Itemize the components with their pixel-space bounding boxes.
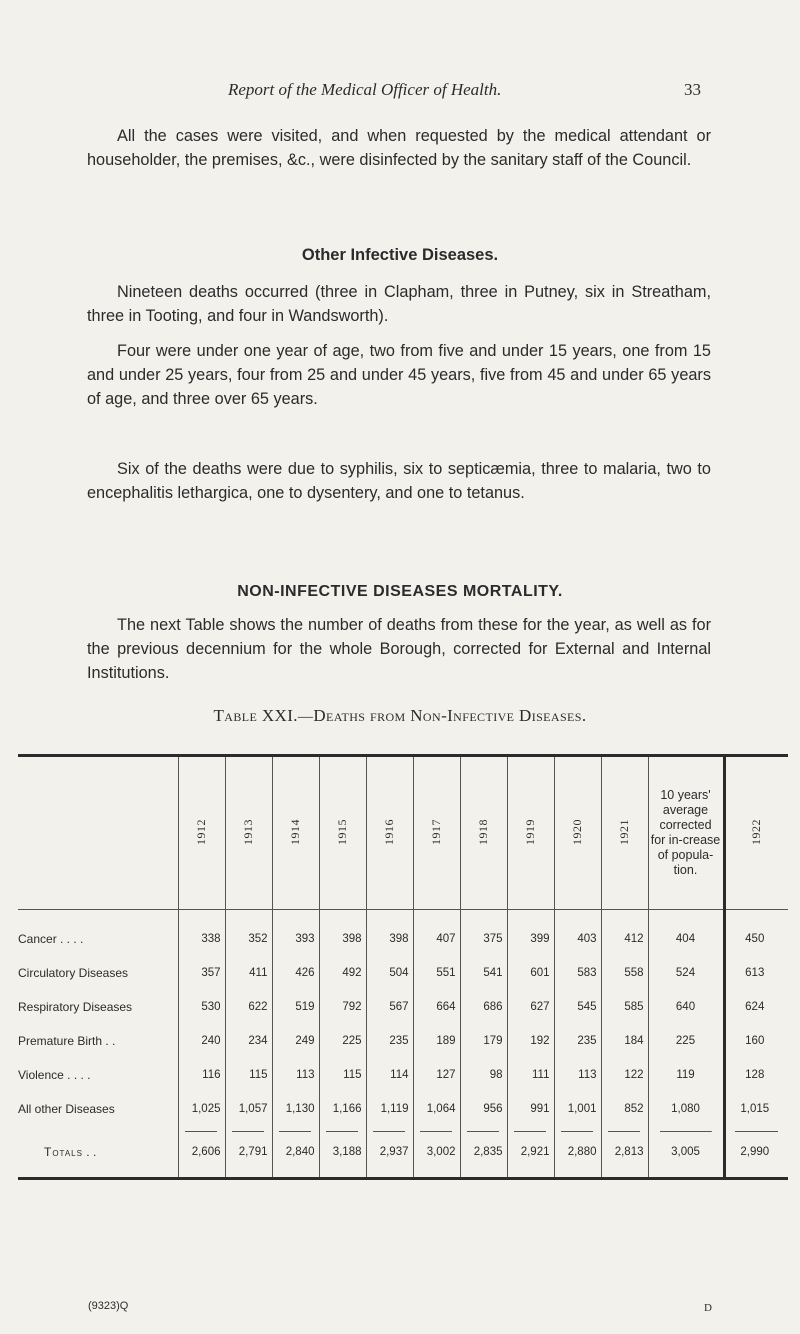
table-body: [18, 910, 788, 1179]
year-header: [225, 756, 272, 910]
totals-label: Totals: [44, 1145, 83, 1159]
other-infective-heading: Other Infective Diseases.: [301, 246, 499, 264]
year-header: [366, 756, 413, 910]
average-cell: 524: [648, 956, 724, 990]
table-cell: 113: [554, 1058, 601, 1092]
table-caption-title: Deaths from Non-Infective Diseases.: [313, 706, 587, 725]
average-header: 10 years' average corrected for in-crease of popula-tion.: [648, 756, 724, 910]
current-year-cell: 624: [724, 990, 788, 1024]
year-label: 1916: [382, 818, 396, 845]
table-cell: 407: [413, 910, 460, 957]
current-year-cell: 1,015: [724, 1092, 788, 1127]
table-cell: 113: [272, 1058, 319, 1092]
table-cell: 585: [601, 990, 648, 1024]
non-infective-paragraph: The next Table shows the number of deaths from these for the year, as well as for the previous decennium for the whole Borough, corrected for External and Internal Institutions.: [87, 616, 711, 682]
table-row: [18, 910, 788, 957]
totals-cell: 2,813: [601, 1127, 648, 1179]
table-cell: 393: [272, 910, 319, 957]
totals-cell: 2,880: [554, 1127, 601, 1179]
table-cell: 1,130: [272, 1092, 319, 1127]
year-header: [272, 756, 319, 910]
print-code: (9323)Q: [88, 1300, 129, 1312]
table-cell: 235: [366, 1024, 413, 1058]
table-cell: 127: [413, 1058, 460, 1092]
totals-cell: 3,188: [319, 1127, 366, 1179]
table-cell: 551: [413, 956, 460, 990]
row-label: All other Diseases: [18, 1102, 115, 1116]
totals-row: [18, 1127, 788, 1179]
table-cell: 115: [319, 1058, 366, 1092]
year-header: [507, 756, 554, 910]
table-cell: 426: [272, 956, 319, 990]
current-year-cell: 613: [724, 956, 788, 990]
totals-label-cell: [18, 1127, 178, 1179]
table-cell: 545: [554, 990, 601, 1024]
totals-leader: . .: [82, 1145, 97, 1159]
table-cell: 234: [225, 1024, 272, 1058]
other-infective-paragraph-3: Six of the deaths were due to syphilis, six to septicæmia, three to malaria, two to encephalitis lethargica, one to dysentery, and one to tetanus.: [87, 460, 711, 502]
year-header: [319, 756, 366, 910]
table-row: [18, 1092, 788, 1127]
table-cell: 225: [319, 1024, 366, 1058]
table-cell: 357: [178, 956, 225, 990]
table-cell: 111: [507, 1058, 554, 1092]
table-cell: 115: [225, 1058, 272, 1092]
year-header: [413, 756, 460, 910]
table-cell: 240: [178, 1024, 225, 1058]
year-header: [601, 756, 648, 910]
current-year-cell: 450: [724, 910, 788, 957]
table-cell: 852: [601, 1092, 648, 1127]
table-cell: 686: [460, 990, 507, 1024]
table-cell: 622: [225, 990, 272, 1024]
row-label: Premature Birth . .: [18, 1034, 116, 1048]
current-year-header: [724, 756, 788, 910]
table-cell: 116: [178, 1058, 225, 1092]
table-cell: 492: [319, 956, 366, 990]
current-year-cell: 128: [724, 1058, 788, 1092]
year-header: [460, 756, 507, 910]
table-cell: 189: [413, 1024, 460, 1058]
mortality-table: [18, 754, 788, 1180]
table-cell: 1,064: [413, 1092, 460, 1127]
table-cell: 664: [413, 990, 460, 1024]
table-cell: 411: [225, 956, 272, 990]
running-title: Report of the Medical Officer of Health.: [228, 80, 502, 99]
other-infective-paragraph-1: Nineteen deaths occurred (three in Clapham, three in Putney, six in Streatham, three in Tooting, and four in Wandsworth).: [87, 283, 711, 325]
table-header-row: [18, 756, 788, 910]
table-cell: 504: [366, 956, 413, 990]
table-row: [18, 1058, 788, 1092]
page-number: 33: [684, 80, 701, 99]
table-cell: 375: [460, 910, 507, 957]
year-label: 1912: [194, 818, 208, 845]
year-label: 1914: [288, 818, 302, 845]
table-cell: 184: [601, 1024, 648, 1058]
totals-cell: 2,937: [366, 1127, 413, 1179]
average-cell: 119: [648, 1058, 724, 1092]
intro-paragraph: All the cases were visited, and when requested by the medical attendant or householder, the premises, &c., were disinfected by the sanitary staff of the Council.: [87, 127, 711, 169]
totals-cell: 2,791: [225, 1127, 272, 1179]
table-cell: 399: [507, 910, 554, 957]
table-cell: 991: [507, 1092, 554, 1127]
row-label: Respiratory Diseases: [18, 1000, 133, 1014]
table-cell: 114: [366, 1058, 413, 1092]
current-year-cell: 160: [724, 1024, 788, 1058]
table-cell: 122: [601, 1058, 648, 1092]
table-row: [18, 956, 788, 990]
table-cell: 583: [554, 956, 601, 990]
table-cell: 1,119: [366, 1092, 413, 1127]
year-header: [178, 756, 225, 910]
year-label: 1920: [570, 818, 584, 845]
year-label: 1918: [476, 818, 490, 845]
table-cell: 192: [507, 1024, 554, 1058]
row-label: Circulatory Diseases: [18, 966, 129, 980]
table-cell: 352: [225, 910, 272, 957]
table-cell: 338: [178, 910, 225, 957]
totals-cell: 3,002: [413, 1127, 460, 1179]
totals-average-cell: 3,005: [648, 1127, 724, 1179]
table-cell: 412: [601, 910, 648, 957]
table-cell: 1,025: [178, 1092, 225, 1127]
table-cell: 519: [272, 990, 319, 1024]
year-label: 1917: [429, 818, 443, 845]
average-cell: 404: [648, 910, 724, 957]
other-infective-paragraph-2: Four were under one year of age, two from five and under 15 years, one from 15 and under 25 years, four from 25 and under 45 years, five from 45 and under 65 years of age, and three over 65 years.: [87, 342, 711, 408]
year-label: 1915: [335, 818, 349, 845]
table-cell: 398: [319, 910, 366, 957]
current-year-label: 1922: [749, 818, 764, 845]
table-cell: 530: [178, 990, 225, 1024]
table-caption-dash: —: [297, 709, 314, 725]
year-header: [554, 756, 601, 910]
table-cell: 179: [460, 1024, 507, 1058]
table-cell: 558: [601, 956, 648, 990]
table-cell: 235: [554, 1024, 601, 1058]
totals-cell: 2,606: [178, 1127, 225, 1179]
totals-cell: 2,921: [507, 1127, 554, 1179]
totals-current-cell: 2,990: [724, 1127, 788, 1179]
table-cell: 1,166: [319, 1092, 366, 1127]
table-row: [18, 1024, 788, 1058]
signature-mark: D: [704, 1302, 712, 1314]
table-cell: 792: [319, 990, 366, 1024]
totals-cell: 2,840: [272, 1127, 319, 1179]
table-cell: 1,057: [225, 1092, 272, 1127]
table-cell: 1,001: [554, 1092, 601, 1127]
row-label: Cancer . . . .: [18, 932, 84, 946]
table-row: [18, 990, 788, 1024]
table-cell: 541: [460, 956, 507, 990]
totals-cell: 2,835: [460, 1127, 507, 1179]
header-corner: [18, 756, 178, 910]
average-cell: 1,080: [648, 1092, 724, 1127]
table-cell: 249: [272, 1024, 319, 1058]
year-label: 1913: [241, 818, 255, 845]
table-caption: [0, 706, 800, 726]
running-header: [0, 80, 800, 104]
year-label: 1919: [523, 818, 537, 845]
table-cell: 398: [366, 910, 413, 957]
table-cell: 601: [507, 956, 554, 990]
non-infective-heading: NON-INFECTIVE DISEASES MORTALITY.: [237, 583, 563, 600]
table-cell: 403: [554, 910, 601, 957]
average-cell: 640: [648, 990, 724, 1024]
year-label: 1921: [617, 818, 631, 845]
table-cell: 956: [460, 1092, 507, 1127]
table-cell: 567: [366, 990, 413, 1024]
table-caption-number: Table XXI.: [213, 706, 298, 725]
row-label: Violence . . . .: [18, 1068, 91, 1082]
table-cell: 627: [507, 990, 554, 1024]
average-cell: 225: [648, 1024, 724, 1058]
table-cell: 98: [460, 1058, 507, 1092]
